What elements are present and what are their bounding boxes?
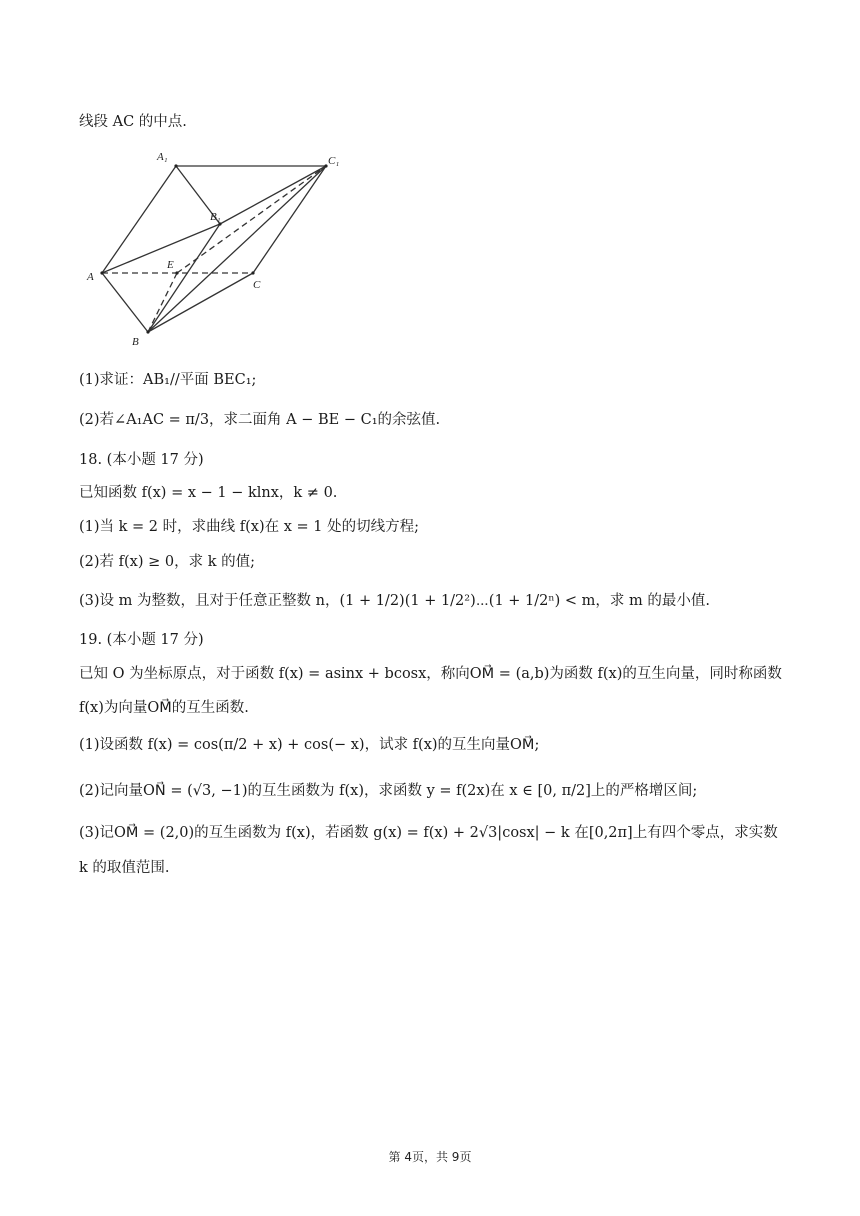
p19-header: 19. (本小题 17 分) (79, 632, 204, 648)
prism-figure (80, 146, 350, 351)
p18-part3: (3)设 m 为整数，且对于任意正整数 n，(1 + 1/2)(1 + 1/2²)⋯(1 + 1/2ⁿ) < m，求 m 的最小值. (79, 593, 711, 609)
page-footer: 第 4页，共 9页 (388, 1150, 472, 1164)
label-B: B (132, 336, 139, 348)
p18-part1: (1)当 k = 2 时，求曲线 f(x)在 x = 1 处的切线方程; (79, 519, 419, 535)
p19-part1: (1)设函数 f(x) = cos(π/2 + x) + cos(− x)，试求 f(x)的互生向量OM⃗; (79, 737, 540, 753)
label-B1: B₁ (210, 211, 221, 223)
intro-line: 线段 AC 的中点. (79, 114, 187, 130)
p19-part3-line2: k 的取值范围. (79, 860, 170, 876)
p17-part1: (1)求证：AB₁//平面 BEC₁; (79, 372, 257, 388)
label-C: C (253, 279, 261, 291)
p18-part2: (2)若 f(x) ≥ 0，求 k 的值; (79, 554, 255, 570)
p19-part2: (2)记向量ON⃗ = (√3, −1)的互生函数为 f(x)，求函数 y = f(2x)在 x ∈ [0, π/2]上的严格增区间; (79, 783, 698, 799)
label-C1: C₁ (328, 155, 340, 167)
p18-given: 已知函数 f(x) = x − 1 − klnx，k ≠ 0. (79, 485, 338, 501)
p19-part3-line1: (3)记OM⃗ = (2,0)的互生函数为 f(x)，若函数 g(x) = f(x) + 2√3|cosx| − k 在[0,2π]上有四个零点，求实数 (79, 825, 778, 841)
p19-given-line1: 已知 O 为坐标原点，对于函数 f(x) = asinx + bcosx，称向OM⃗ = (a,b)为函数 f(x)的互生向量，同时称函数 (79, 666, 782, 682)
p19-given-line2: f(x)为向量OM⃗的互生函数. (79, 700, 249, 716)
label-A: A (87, 271, 94, 283)
p17-part2: (2)若∠A₁AC = π/3，求二面角 A − BE − C₁的余弦值. (79, 412, 441, 428)
label-E: E (167, 259, 174, 271)
p18-header: 18. (本小题 17 分) (79, 452, 204, 468)
label-A1: A₁ (157, 151, 168, 163)
